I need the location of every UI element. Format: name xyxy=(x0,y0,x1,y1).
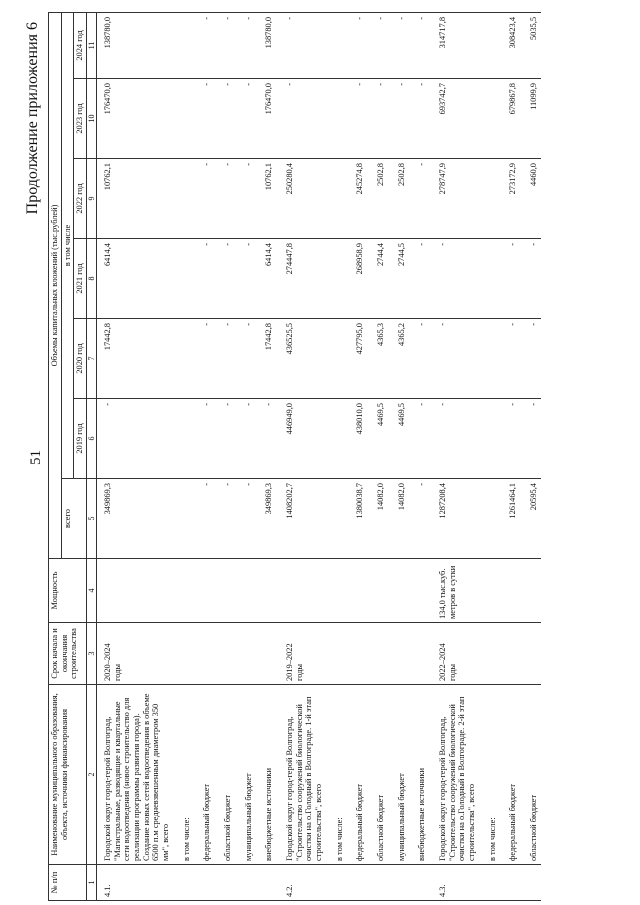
cell-2019: 4469,5 xyxy=(367,399,388,479)
cell-2024: - xyxy=(276,12,326,78)
cell-2023: 679867,8 xyxy=(499,79,520,159)
cell-period xyxy=(173,623,194,685)
table-row xyxy=(255,12,276,900)
cell-no xyxy=(255,865,276,901)
cell-2024 xyxy=(479,12,500,78)
cell-period xyxy=(255,623,276,685)
table-row xyxy=(173,12,194,900)
cell-no: 4.2. xyxy=(276,865,326,901)
cell-period: 2019–2022 годы xyxy=(276,623,326,685)
cell-2023: 176470,0 xyxy=(97,79,173,159)
cell-2022: 245274,8 xyxy=(346,159,367,239)
cell-2024: - xyxy=(408,12,429,78)
cell-total: 14082,0 xyxy=(388,479,409,559)
cell-2019: - xyxy=(97,399,173,479)
cell-name: федеральный бюджет xyxy=(346,685,367,865)
cell-no: 4.3. xyxy=(429,865,479,901)
cell-2024: 308423,4 xyxy=(499,12,520,78)
cell-total: 1287208,4 xyxy=(429,479,479,559)
cell-name: в том числе: xyxy=(326,685,347,865)
cell-2022: 2502,8 xyxy=(388,159,409,239)
cell-period xyxy=(235,623,256,685)
cell-2020 xyxy=(173,319,194,399)
cell-2024: 138780,0 xyxy=(97,12,173,78)
table-row xyxy=(479,12,500,900)
cell-total: - xyxy=(235,479,256,559)
cell-2023: - xyxy=(388,79,409,159)
cell-2021: 2744,5 xyxy=(388,239,409,319)
cell-capacity xyxy=(255,559,276,623)
cell-2021: - xyxy=(214,239,235,319)
cell-2019: - xyxy=(408,399,429,479)
cell-2021 xyxy=(479,239,500,319)
cell-name: в том числе: xyxy=(479,685,500,865)
cell-no xyxy=(388,865,409,901)
cell-2024: - xyxy=(346,12,367,78)
cell-name: федеральный бюджет xyxy=(499,685,520,865)
cell-2019: - xyxy=(520,399,541,479)
cell-2024: 5035,5 xyxy=(520,12,541,78)
cell-2022: 2502,8 xyxy=(367,159,388,239)
cell-total: 1380038,7 xyxy=(346,479,367,559)
cell-2022: 10762,1 xyxy=(255,159,276,239)
cell-period xyxy=(193,623,214,685)
cell-capacity xyxy=(388,559,409,623)
cell-2024: - xyxy=(388,12,409,78)
cell-2024: - xyxy=(367,12,388,78)
cell-2020: 4365,2 xyxy=(388,319,409,399)
cell-2024 xyxy=(173,12,194,78)
cell-name: муниципальный бюджет xyxy=(388,685,409,865)
cell-total: 20595,4 xyxy=(520,479,541,559)
header-capacity: Мощность xyxy=(49,559,87,623)
table-row xyxy=(429,12,479,900)
cell-2024: 314717,8 xyxy=(429,12,479,78)
cell-capacity xyxy=(367,559,388,623)
cell-2021: 6414,4 xyxy=(255,239,276,319)
cell-2023 xyxy=(173,79,194,159)
cell-no xyxy=(193,865,214,901)
cell-2019 xyxy=(173,399,194,479)
cell-no xyxy=(214,865,235,901)
column-index: 2 xyxy=(86,685,96,865)
cell-2019: - xyxy=(235,399,256,479)
column-index: 8 xyxy=(86,239,96,319)
cell-total: - xyxy=(193,479,214,559)
cell-2023: 176470,0 xyxy=(255,79,276,159)
cell-2019: - xyxy=(429,399,479,479)
cell-period xyxy=(326,623,347,685)
cell-no xyxy=(499,865,520,901)
cell-name: внебюджетные источники xyxy=(408,685,429,865)
table-row xyxy=(193,12,214,900)
table-row xyxy=(367,12,388,900)
cell-no xyxy=(520,865,541,901)
cell-period xyxy=(479,623,500,685)
column-index: 11 xyxy=(86,12,96,78)
cell-capacity xyxy=(276,559,326,623)
header-year: 2023 год xyxy=(74,79,87,159)
cell-2021: - xyxy=(429,239,479,319)
header-no: № п/п xyxy=(49,865,87,901)
cell-2022: - xyxy=(408,159,429,239)
header-year: 2019 год xyxy=(74,399,87,479)
cell-2021: - xyxy=(193,239,214,319)
cell-capacity xyxy=(479,559,500,623)
cell-2020: - xyxy=(520,319,541,399)
cell-2022: 273172,9 xyxy=(499,159,520,239)
header-year: 2020 год xyxy=(74,319,87,399)
cell-2022 xyxy=(326,159,347,239)
cell-2020 xyxy=(479,319,500,399)
table-body xyxy=(97,12,541,900)
cell-2019: - xyxy=(499,399,520,479)
cell-name: муниципальный бюджет xyxy=(235,685,256,865)
cell-capacity xyxy=(173,559,194,623)
cell-2019: - xyxy=(214,399,235,479)
cell-2020: 436525,5 xyxy=(276,319,326,399)
cell-2023: - xyxy=(346,79,367,159)
page-number: 51 xyxy=(28,450,44,465)
cell-2021: - xyxy=(235,239,256,319)
cell-2024: - xyxy=(193,12,214,78)
header-total: всего xyxy=(61,479,86,559)
continuation-note: Продолжение приложения 6 xyxy=(24,22,41,215)
cell-name: областной бюджет xyxy=(520,685,541,865)
cell-2022: 10762,1 xyxy=(97,159,173,239)
cell-2023: - xyxy=(367,79,388,159)
cell-name: Городской округ город-герой Волгоград, "Строительство сооружений биологической очистки на о.Голодный в Волгограде. 2-й этап строительства", всего xyxy=(429,685,479,865)
cell-2023: - xyxy=(235,79,256,159)
cell-no xyxy=(173,865,194,901)
header-period: Срок начала и окончания строительства xyxy=(49,623,87,685)
cell-2020: 17442,8 xyxy=(97,319,173,399)
cell-capacity: 134,0 тыс.куб. метров в сутки xyxy=(429,559,479,623)
table-row xyxy=(97,12,173,900)
cell-total: 14082,0 xyxy=(367,479,388,559)
cell-period xyxy=(346,623,367,685)
cell-period xyxy=(499,623,520,685)
cell-2021: - xyxy=(408,239,429,319)
table-row xyxy=(276,12,326,900)
cell-capacity xyxy=(235,559,256,623)
cell-2024: 138780,0 xyxy=(255,12,276,78)
table-row xyxy=(214,12,235,900)
cell-total xyxy=(326,479,347,559)
cell-2022: - xyxy=(235,159,256,239)
table-row xyxy=(520,12,541,900)
cell-2024 xyxy=(326,12,347,78)
cell-no xyxy=(408,865,429,901)
column-index: 6 xyxy=(86,399,96,479)
cell-2022 xyxy=(173,159,194,239)
table-row xyxy=(499,12,520,900)
cell-2019: - xyxy=(193,399,214,479)
cell-name: Городской округ город-герой Волгоград, "Строительство сооружений биологической очистки на о.Голодный в Волгограде. 1-й этап строительства", всего xyxy=(276,685,326,865)
cell-2023 xyxy=(326,79,347,159)
cell-capacity xyxy=(193,559,214,623)
cell-2023: 11099,9 xyxy=(520,79,541,159)
cell-2023 xyxy=(479,79,500,159)
cell-2021: 274447,8 xyxy=(276,239,326,319)
cell-2019: 4469,5 xyxy=(388,399,409,479)
cell-period: 2020–2024 годы xyxy=(97,623,173,685)
table-header xyxy=(49,12,97,900)
cell-2022 xyxy=(479,159,500,239)
cell-2021 xyxy=(326,239,347,319)
column-index: 9 xyxy=(86,159,96,239)
cell-2024: - xyxy=(214,12,235,78)
cell-2020: 427795,0 xyxy=(346,319,367,399)
cell-period xyxy=(520,623,541,685)
table-row xyxy=(408,12,429,900)
cell-name: областной бюджет xyxy=(367,685,388,865)
cell-total: 1408202,7 xyxy=(276,479,326,559)
cell-name: областной бюджет xyxy=(214,685,235,865)
cell-2021: 6414,4 xyxy=(97,239,173,319)
cell-name: федеральный бюджет xyxy=(193,685,214,865)
cell-2021: - xyxy=(520,239,541,319)
cell-capacity xyxy=(499,559,520,623)
table-row xyxy=(346,12,367,900)
cell-total: - xyxy=(408,479,429,559)
cell-no xyxy=(346,865,367,901)
table-row xyxy=(388,12,409,900)
cell-name: внебюджетные источники xyxy=(255,685,276,865)
cell-2021: 2744,4 xyxy=(367,239,388,319)
cell-2022: - xyxy=(193,159,214,239)
cell-no: 4.1. xyxy=(97,865,173,901)
table-row xyxy=(235,12,256,900)
cell-2019 xyxy=(326,399,347,479)
cell-2020: - xyxy=(235,319,256,399)
cell-2022: 278747,9 xyxy=(429,159,479,239)
cell-2023: - xyxy=(193,79,214,159)
cell-period xyxy=(388,623,409,685)
cell-total: - xyxy=(214,479,235,559)
cell-total: 349869,3 xyxy=(97,479,173,559)
column-index: 10 xyxy=(86,79,96,159)
header-year: 2024 год xyxy=(74,12,87,78)
cell-total: 349869,3 xyxy=(255,479,276,559)
cell-period: 2022–2024 годы xyxy=(429,623,479,685)
cell-2022: 4460,0 xyxy=(520,159,541,239)
cell-2019 xyxy=(479,399,500,479)
cell-2020: 17442,8 xyxy=(255,319,276,399)
cell-period xyxy=(367,623,388,685)
cell-2020: - xyxy=(499,319,520,399)
cell-2020: - xyxy=(193,319,214,399)
cell-capacity xyxy=(326,559,347,623)
cell-2022: - xyxy=(214,159,235,239)
cell-2019: 446949,0 xyxy=(276,399,326,479)
cell-capacity xyxy=(214,559,235,623)
capital-investment-table xyxy=(48,12,541,901)
cell-2022: 250280,4 xyxy=(276,159,326,239)
cell-2023: 693742,7 xyxy=(429,79,479,159)
cell-no xyxy=(479,865,500,901)
cell-2020: - xyxy=(214,319,235,399)
cell-2021: - xyxy=(499,239,520,319)
column-index: 7 xyxy=(86,319,96,399)
column-index: 1 xyxy=(86,865,96,901)
header-volume: Объемы капитальных вложений (тыс.рублей) xyxy=(49,12,62,558)
cell-2019: 438010,0 xyxy=(346,399,367,479)
cell-no xyxy=(326,865,347,901)
cell-name: в том числе: xyxy=(173,685,194,865)
cell-total: 1261464,1 xyxy=(499,479,520,559)
header-year: 2022 год xyxy=(74,159,87,239)
cell-2020: 4365,3 xyxy=(367,319,388,399)
header-incl: в том числе xyxy=(61,12,74,478)
cell-2021: 268958,9 xyxy=(346,239,367,319)
cell-2019: - xyxy=(255,399,276,479)
cell-2020 xyxy=(326,319,347,399)
cell-name: Городской округ город-герой Волгоград, "Магистральные, разводящие и квартальные сети водоотведения (новое строительство для реализации программы развития города). Создание новых сетей водоотведения в объеме 6500 п.м средневзвешенным диаметром 350 мм", всего xyxy=(97,685,173,865)
cell-2020: - xyxy=(429,319,479,399)
table-row xyxy=(326,12,347,900)
cell-capacity xyxy=(346,559,367,623)
cell-no xyxy=(367,865,388,901)
cell-period xyxy=(408,623,429,685)
cell-period xyxy=(214,623,235,685)
cell-2023: - xyxy=(408,79,429,159)
header-year: 2021 год xyxy=(74,239,87,319)
cell-no xyxy=(235,865,256,901)
cell-capacity xyxy=(408,559,429,623)
cell-2024: - xyxy=(235,12,256,78)
column-index: 4 xyxy=(86,559,96,623)
cell-capacity xyxy=(97,559,173,623)
column-index: 3 xyxy=(86,623,96,685)
column-index: 5 xyxy=(86,479,96,559)
cell-total xyxy=(173,479,194,559)
cell-2023: - xyxy=(214,79,235,159)
cell-total xyxy=(479,479,500,559)
cell-2020: - xyxy=(408,319,429,399)
cell-2023: - xyxy=(276,79,326,159)
header-name: Наименование муниципального образования, объекта, источники финансирования xyxy=(49,685,87,865)
cell-capacity xyxy=(520,559,541,623)
cell-2021 xyxy=(173,239,194,319)
